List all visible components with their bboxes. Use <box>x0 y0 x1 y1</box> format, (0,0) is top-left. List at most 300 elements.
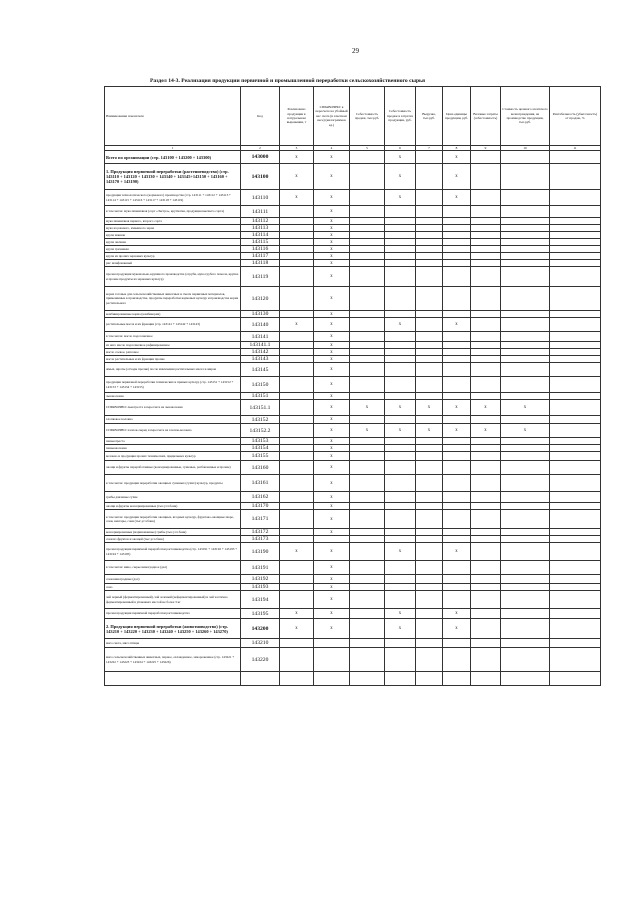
row-name: хлопковое волокно <box>105 416 241 424</box>
row-cell <box>443 639 471 648</box>
row-cell <box>385 529 416 536</box>
row-cell <box>501 619 550 639</box>
row-cell <box>501 342 550 349</box>
header-revenue: Выручка, тыс.руб. <box>416 87 443 146</box>
row-cell <box>550 206 601 218</box>
row-cell <box>350 452 385 461</box>
row-cell <box>280 510 314 529</box>
row-cell <box>501 311 550 318</box>
row-cell <box>416 232 443 239</box>
row-cell <box>416 510 443 529</box>
row-cell <box>280 475 314 492</box>
table-row <box>105 400 601 416</box>
row-cell <box>350 311 385 318</box>
row-cell <box>385 503 416 510</box>
row-cell: x <box>314 225 350 232</box>
row-name: прочая продукция мукомольно-крупяного производства (отруби, мука грубого помола, крупка и прочие продукты из зерновых культур) <box>105 267 241 287</box>
row-cell <box>471 287 501 311</box>
row-cell <box>385 239 416 246</box>
row-cell <box>443 332 471 342</box>
row-code: 143154 <box>241 445 280 452</box>
row-cell <box>385 536 416 543</box>
row-cell: x <box>314 332 350 342</box>
row-cell <box>550 151 601 164</box>
row-code: 143120 <box>241 287 280 311</box>
row-cell <box>314 536 350 543</box>
row-name: растительные масла и их фракции (стр. 143141 + 143142 + 143143) <box>105 318 241 332</box>
row-cell: x <box>314 311 350 318</box>
row-cell <box>550 672 601 686</box>
table-row <box>105 584 601 591</box>
row-cell <box>385 445 416 452</box>
header-profitability: Рентабельность (убыточность) от продаж, % <box>550 87 601 146</box>
row-cell <box>471 356 501 363</box>
row-cell: x <box>350 424 385 438</box>
row-cell <box>443 363 471 377</box>
column-index: 4 <box>314 146 350 151</box>
row-cell: x <box>501 400 550 416</box>
row-cell <box>385 267 416 287</box>
row-cell <box>385 218 416 225</box>
table-row <box>105 287 601 311</box>
row-cell <box>416 672 443 686</box>
row-cell <box>350 492 385 503</box>
table-row <box>105 239 601 246</box>
row-cell <box>550 332 601 342</box>
table-row <box>105 503 601 510</box>
row-cell <box>501 318 550 332</box>
row-cell <box>416 438 443 445</box>
row-cell <box>443 225 471 232</box>
row-code: 143173 <box>241 536 280 543</box>
row-cell <box>443 492 471 503</box>
row-cell <box>443 218 471 225</box>
row-code: 143117 <box>241 253 280 260</box>
row-cell: x <box>314 260 350 267</box>
row-cell: x <box>314 529 350 536</box>
row-cell <box>385 416 416 424</box>
row-cell <box>443 246 471 253</box>
row-cell: x <box>471 424 501 438</box>
row-cell <box>443 445 471 452</box>
row-cell <box>471 151 501 164</box>
row-code <box>241 672 280 686</box>
row-cell <box>280 445 314 452</box>
row-cell <box>350 225 385 232</box>
row-cell: x <box>314 543 350 561</box>
row-cell: x <box>443 151 471 164</box>
row-cell <box>416 363 443 377</box>
row-name: крупа гречневая <box>105 246 241 253</box>
row-cell: x <box>443 164 471 190</box>
row-code: 143140 <box>241 318 280 332</box>
row-name: прочая продукция первичной переработки растениеводства <box>105 609 241 619</box>
row-cell: x <box>385 151 416 164</box>
row-cell <box>471 253 501 260</box>
row-cell: x <box>314 363 350 377</box>
row-cell <box>416 239 443 246</box>
row-cell <box>416 190 443 206</box>
row-code: 143114 <box>241 232 280 239</box>
row-cell <box>416 648 443 672</box>
row-cell: x <box>385 164 416 190</box>
table-row <box>105 452 601 461</box>
row-name: в том числе: вино, сырье виноградное (дал) <box>105 561 241 575</box>
header-quantity: Реализовано продукции в натуральном выражении, т <box>280 87 314 146</box>
row-cell: x <box>385 400 416 416</box>
row-name: мясо сельскохозяйственных животных, парное, охлажденное, замороженное (стр. 143221 + 143222 + 143223 + 143224 + 143225 + 143226) <box>105 648 241 672</box>
row-cell <box>550 260 601 267</box>
row-cell <box>443 377 471 393</box>
row-cell <box>350 475 385 492</box>
row-cell <box>550 536 601 543</box>
table-row <box>105 190 601 206</box>
row-cell <box>471 543 501 561</box>
row-code: 143141 <box>241 332 280 342</box>
row-cell <box>501 609 550 619</box>
row-cell <box>443 232 471 239</box>
row-cell <box>550 318 601 332</box>
table-row <box>105 349 601 356</box>
row-cell <box>385 475 416 492</box>
row-cell <box>385 232 416 239</box>
row-code: 143141.1 <box>241 342 280 349</box>
section-title: Раздел 14-3. Реализация продукции первичной и промышленной переработки сельскохозяйственного сырья <box>150 78 426 84</box>
row-cell <box>280 536 314 543</box>
row-cell: x <box>314 591 350 609</box>
row-cell <box>416 536 443 543</box>
row-name: волокно и продукция прочих технических, прядильных культур <box>105 452 241 461</box>
row-cell <box>350 342 385 349</box>
row-cell <box>501 232 550 239</box>
table-row <box>105 561 601 575</box>
table-row <box>105 311 601 318</box>
row-cell <box>471 561 501 575</box>
row-cell <box>501 287 550 311</box>
row-cell: x <box>314 287 350 311</box>
row-cell <box>471 393 501 400</box>
row-cell <box>385 510 416 529</box>
row-cell <box>385 591 416 609</box>
row-cell <box>471 332 501 342</box>
row-cell <box>385 393 416 400</box>
row-cell <box>385 438 416 445</box>
row-cell <box>280 424 314 438</box>
row-cell <box>471 377 501 393</box>
row-cell <box>471 584 501 591</box>
row-cell <box>350 561 385 575</box>
row-name: 2. Продукция первичной переработки (животноводство) (стр. 143210 + 143220 + 143230 + 143240 + 143250 + 143260 + 143270) <box>105 619 241 639</box>
table-row <box>105 529 601 536</box>
table-row <box>105 267 601 287</box>
row-code: 143170 <box>241 503 280 510</box>
row-cell <box>550 246 601 253</box>
row-cell: x <box>314 377 350 393</box>
row-cell <box>550 424 601 438</box>
row-name: овощи и фрукты консервированные (тыс.усл.банк) <box>105 503 241 510</box>
row-name: СПРАВОЧНО: льнотреста в пересчете на льноволокно <box>105 400 241 416</box>
table-row <box>105 246 601 253</box>
row-cell <box>501 218 550 225</box>
row-cell <box>471 260 501 267</box>
row-cell <box>443 503 471 510</box>
row-name: масло соевое, рапсовое <box>105 349 241 356</box>
row-cell <box>280 438 314 445</box>
row-cell <box>416 260 443 267</box>
row-cell <box>385 639 416 648</box>
row-cell <box>471 492 501 503</box>
table-row <box>105 164 601 190</box>
row-cell <box>350 232 385 239</box>
row-cell <box>280 575 314 584</box>
row-cell <box>416 475 443 492</box>
row-cell <box>314 639 350 648</box>
row-cell <box>471 239 501 246</box>
row-cell <box>385 452 416 461</box>
row-cell <box>471 639 501 648</box>
row-cell <box>350 253 385 260</box>
row-code: 143151.1 <box>241 400 280 416</box>
row-code: 143150 <box>241 377 280 393</box>
table-row <box>105 377 601 393</box>
row-cell <box>350 543 385 561</box>
row-cell <box>280 452 314 461</box>
row-cell <box>443 461 471 475</box>
row-cell <box>501 584 550 591</box>
row-cell <box>416 639 443 648</box>
row-name <box>105 672 241 686</box>
row-cell: x <box>280 318 314 332</box>
header-unit-price: Цена единицы продукции, руб. <box>443 87 471 146</box>
row-cell: x <box>280 543 314 561</box>
row-cell: x <box>280 619 314 639</box>
row-cell <box>471 225 501 232</box>
row-cell: x <box>314 416 350 424</box>
row-code: 143210 <box>241 639 280 648</box>
row-cell: x <box>314 584 350 591</box>
row-code: 143153 <box>241 438 280 445</box>
table-row <box>105 332 601 342</box>
row-cell <box>550 311 601 318</box>
row-cell <box>416 503 443 510</box>
column-index: 1 <box>105 146 241 151</box>
row-cell <box>501 536 550 543</box>
row-cell <box>501 445 550 452</box>
table-row <box>105 356 601 363</box>
row-code: 143162 <box>241 492 280 503</box>
row-cell: x <box>314 475 350 492</box>
row-cell <box>471 619 501 639</box>
row-cell <box>471 648 501 672</box>
row-name: крупа манная <box>105 232 241 239</box>
row-cell <box>385 377 416 393</box>
row-cell <box>280 400 314 416</box>
row-code: 143100 <box>241 164 280 190</box>
column-index: 2 <box>241 146 280 151</box>
row-cell <box>443 311 471 318</box>
row-cell: x <box>385 190 416 206</box>
row-cell <box>350 609 385 619</box>
row-cell <box>550 190 601 206</box>
column-index: 10 <box>501 146 550 151</box>
row-cell <box>471 452 501 461</box>
table-row <box>105 416 601 424</box>
row-cell <box>416 543 443 561</box>
row-cell <box>501 648 550 672</box>
row-cell <box>416 584 443 591</box>
row-cell <box>471 503 501 510</box>
row-cell <box>471 164 501 190</box>
row-cell <box>350 377 385 393</box>
row-cell: x <box>314 246 350 253</box>
row-cell: x <box>314 619 350 639</box>
row-cell <box>471 318 501 332</box>
row-code: 143155 <box>241 452 280 461</box>
row-cell <box>443 575 471 584</box>
row-cell <box>280 648 314 672</box>
row-cell <box>443 253 471 260</box>
row-cell <box>550 452 601 461</box>
row-cell <box>501 503 550 510</box>
row-name: рис шлифованный <box>105 260 241 267</box>
row-cell <box>550 639 601 648</box>
row-cell: x <box>314 267 350 287</box>
row-name: 1. Продукция первичной переработки (растениеводство) (стр. 143110 + 143120 + 143130 + 143140 + 143145+143150 + 143160 + 143170 + 143190) <box>105 164 241 190</box>
row-cell: x <box>314 461 350 475</box>
row-cell <box>471 190 501 206</box>
row-name: масла растительные и их фракции прочие <box>105 356 241 363</box>
row-cell <box>550 253 601 260</box>
row-code: 143161 <box>241 475 280 492</box>
row-cell <box>385 342 416 349</box>
row-cell <box>416 393 443 400</box>
row-cell <box>416 246 443 253</box>
row-cell: x <box>314 400 350 416</box>
row-cell <box>280 239 314 246</box>
row-name: льноволокно <box>105 393 241 400</box>
row-cell <box>385 246 416 253</box>
row-cell <box>443 349 471 356</box>
table-row <box>105 475 601 492</box>
row-cell: x <box>443 424 471 438</box>
row-cell <box>550 342 601 349</box>
row-name: Всего по организации (стр. 143100 + 143200 + 143300) <box>105 151 241 164</box>
row-cell <box>280 363 314 377</box>
row-cell <box>280 639 314 648</box>
row-cell: x <box>385 543 416 561</box>
header-gross-cost: Валовые затраты (себестоимость) <box>471 87 501 146</box>
row-cell: x <box>314 164 350 190</box>
row-cell <box>350 287 385 311</box>
table-row <box>105 218 601 225</box>
row-cell: x <box>314 253 350 260</box>
row-cell <box>443 206 471 218</box>
row-cell <box>550 287 601 311</box>
row-cell <box>501 461 550 475</box>
row-cell <box>385 575 416 584</box>
row-cell <box>280 416 314 424</box>
row-cell <box>280 377 314 393</box>
row-cell <box>416 225 443 232</box>
row-cell <box>443 561 471 575</box>
row-cell <box>550 400 601 416</box>
column-index: 5 <box>350 146 385 151</box>
row-code: 143190 <box>241 543 280 561</box>
table-row <box>105 575 601 584</box>
row-cell: x <box>314 318 350 332</box>
row-code: 143119 <box>241 267 280 287</box>
row-cell <box>471 342 501 349</box>
row-cell <box>501 543 550 561</box>
table-row <box>105 206 601 218</box>
table-row <box>105 260 601 267</box>
row-cell <box>443 648 471 672</box>
row-code: 143130 <box>241 311 280 318</box>
row-cell <box>501 164 550 190</box>
row-cell <box>416 416 443 424</box>
report-table <box>104 86 601 686</box>
row-cell: x <box>443 318 471 332</box>
row-cell <box>550 591 601 609</box>
row-cell <box>501 151 550 164</box>
row-cell: x <box>314 445 350 452</box>
row-cell <box>280 393 314 400</box>
row-cell <box>501 416 550 424</box>
row-cell <box>314 648 350 672</box>
row-cell <box>471 445 501 452</box>
row-cell <box>416 349 443 356</box>
row-cell <box>501 377 550 393</box>
header-reference-weight: СПРАВОЧНО: в пересчете на убойный вес скота (в зачетном весе) (килограммов ед.) <box>314 87 350 146</box>
table-row <box>105 639 601 648</box>
row-cell: x <box>280 190 314 206</box>
row-cell <box>443 356 471 363</box>
row-cell <box>443 287 471 311</box>
row-cell <box>471 206 501 218</box>
row-cell <box>550 225 601 232</box>
header-unit-cost: Себестоимость продаж в затратах продукции, руб. <box>385 87 416 146</box>
row-cell <box>550 529 601 536</box>
row-cell: x <box>314 609 350 619</box>
row-cell <box>471 363 501 377</box>
row-cell <box>350 260 385 267</box>
row-cell <box>501 267 550 287</box>
table-row <box>105 225 601 232</box>
row-cell <box>280 232 314 239</box>
row-cell <box>350 190 385 206</box>
row-cell <box>350 445 385 452</box>
row-name: жмых, шроты (отходы прочие) после извлечения растительных масел и жиров <box>105 363 241 377</box>
row-cell: x <box>501 424 550 438</box>
row-name: консервированные (маринованные) грибы (тыс.усл.банк) <box>105 529 241 536</box>
row-cell <box>350 318 385 332</box>
row-code: 143116 <box>241 246 280 253</box>
table-row <box>105 492 601 503</box>
row-cell <box>416 461 443 475</box>
row-cell <box>350 672 385 686</box>
row-cell <box>280 356 314 363</box>
row-cell: x <box>314 218 350 225</box>
row-cell <box>350 206 385 218</box>
row-cell <box>416 287 443 311</box>
row-cell: x <box>314 239 350 246</box>
row-cell <box>501 253 550 260</box>
table-row <box>105 591 601 609</box>
row-cell <box>550 510 601 529</box>
row-name: в том числе: продукция переработки овощных, ягодных культур, фруктово-овощные пюре, соки, нектары, соки (тыс.усл.банк) <box>105 510 241 529</box>
row-name: овощи и фрукты переработанные (консервированные, сушеные, разбавленные и прочие) <box>105 461 241 475</box>
row-cell <box>501 190 550 206</box>
